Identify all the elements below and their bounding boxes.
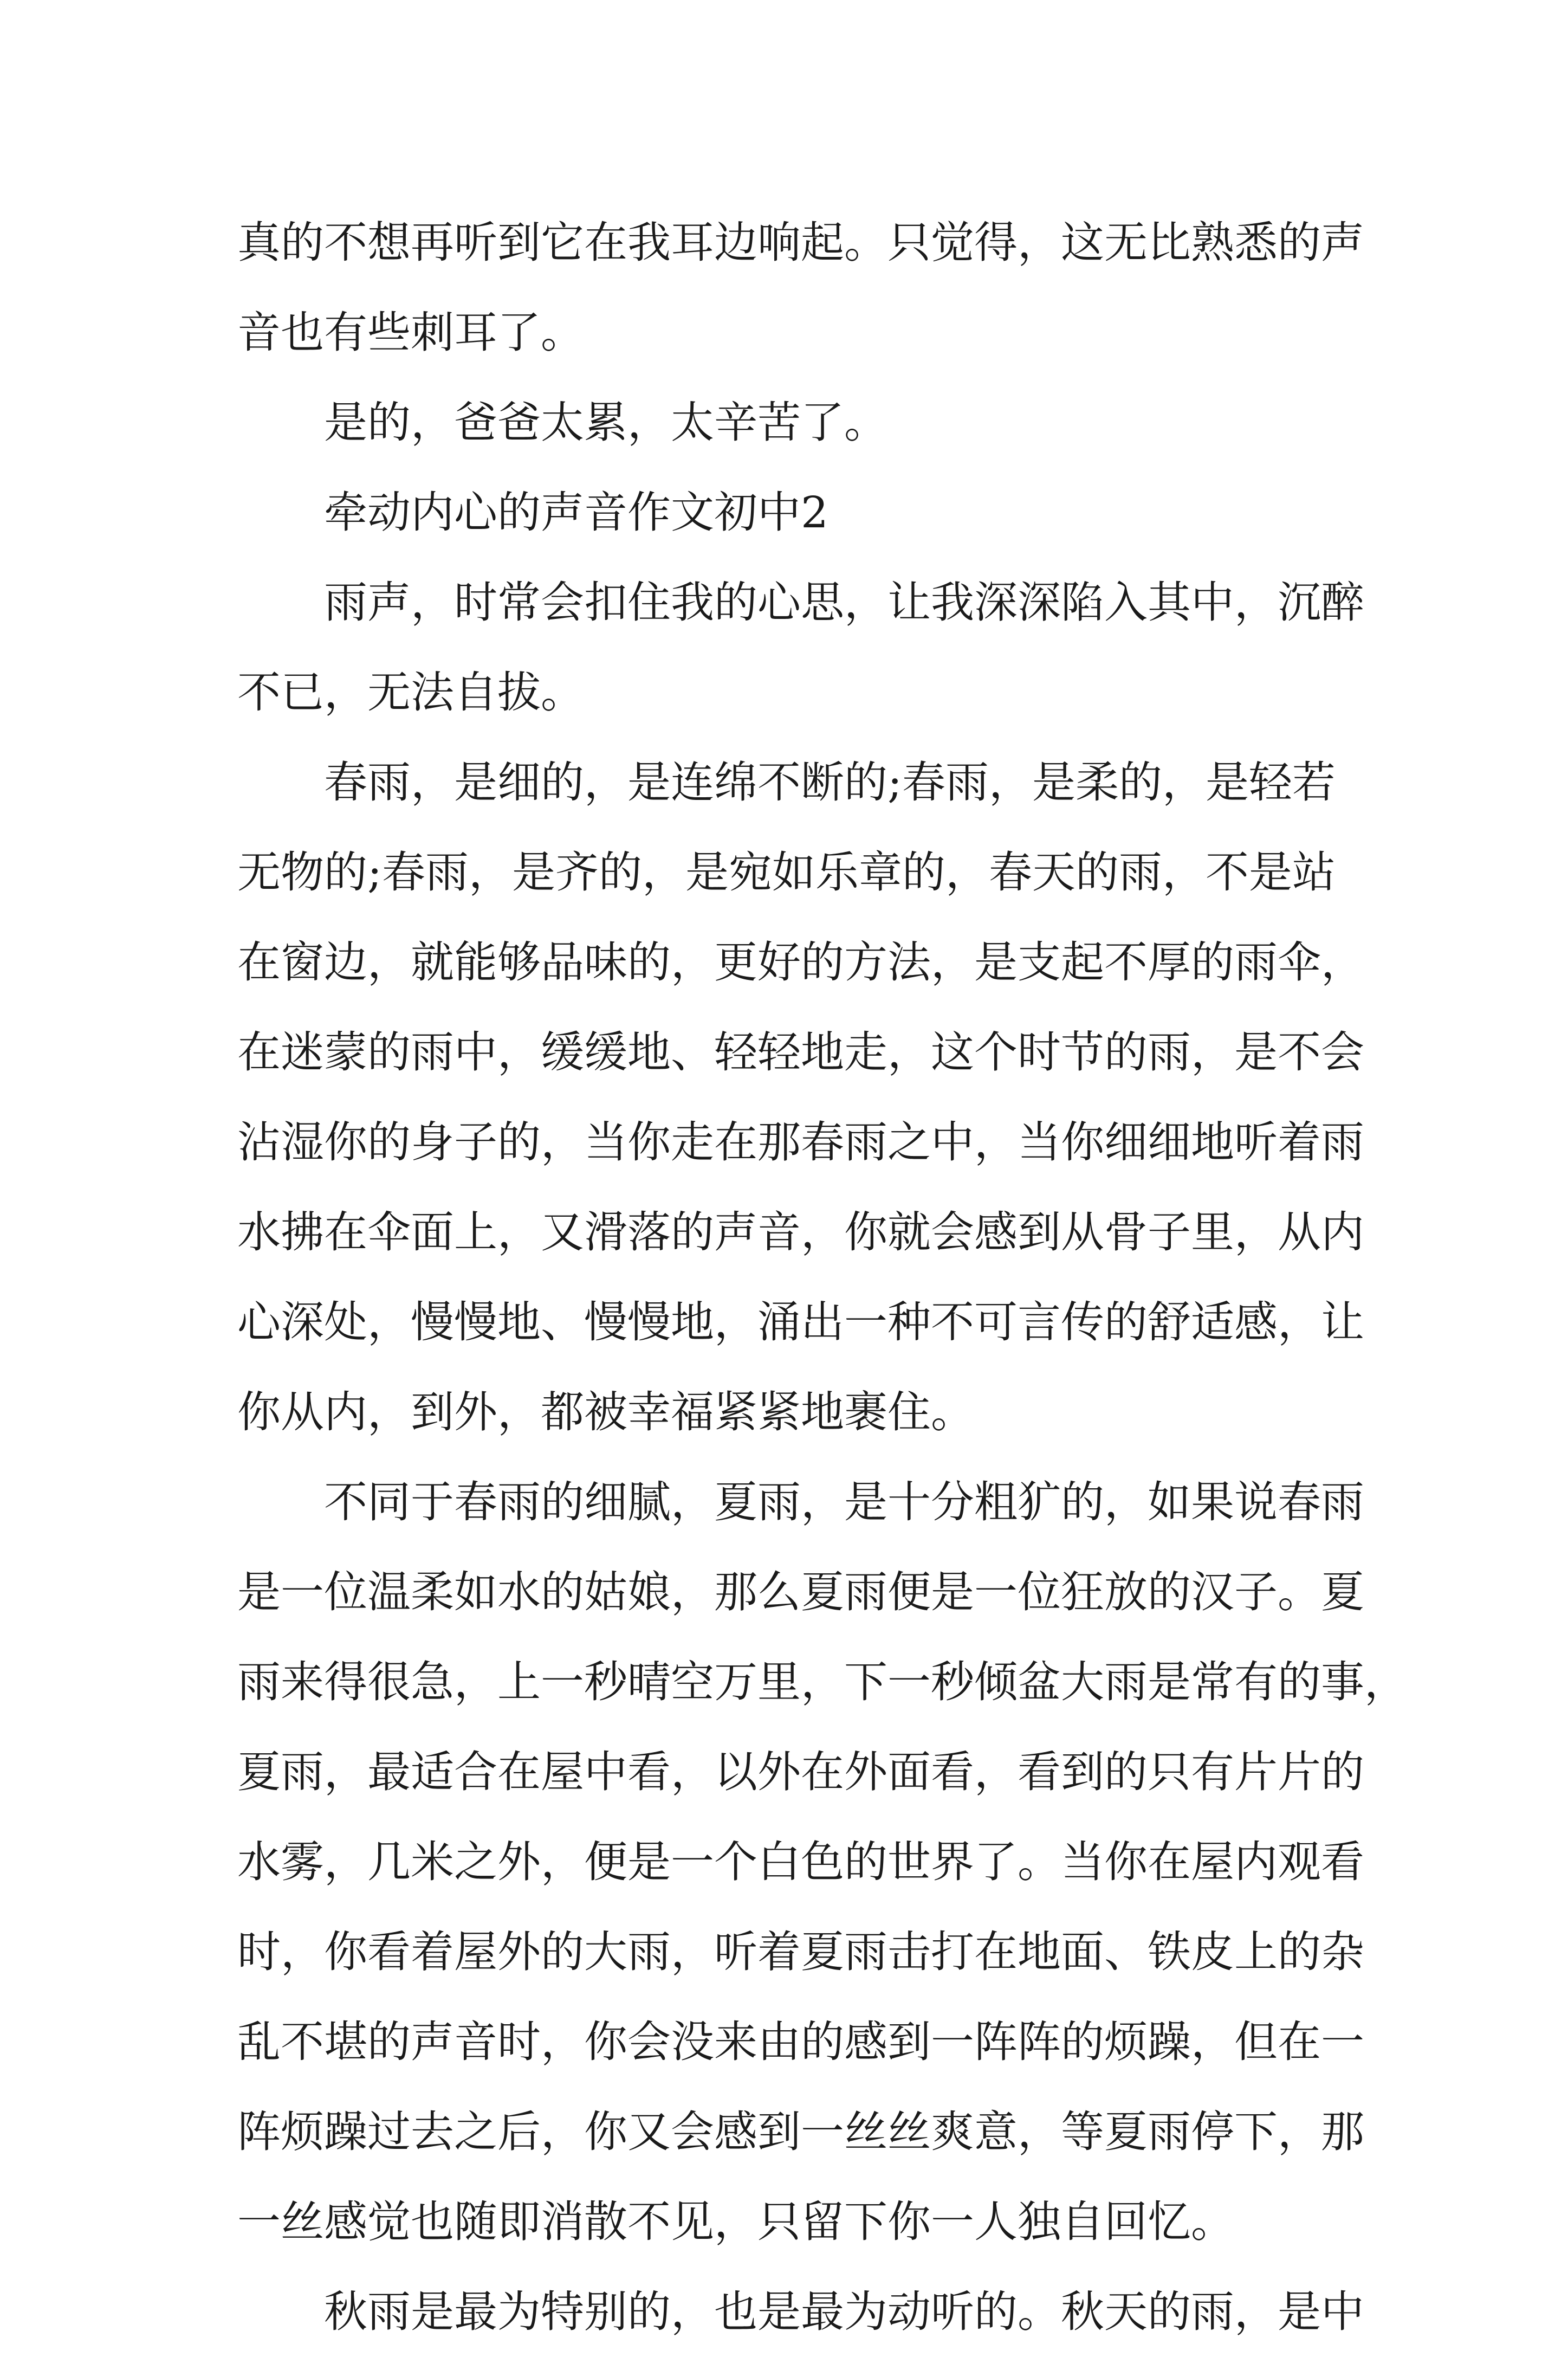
text-line: 在迷蒙的雨中，缓缓地、轻轻地走，这个时节的雨，是不会 bbox=[237, 1027, 1364, 1077]
text-line: 秋雨是最为特别的，也是最为动听的。秋天的雨，是中 bbox=[324, 2287, 1364, 2337]
text-line: 夏雨，最适合在屋中看，以外在外面看，看到的只有片片的 bbox=[237, 1747, 1364, 1797]
text-line: 雨来得很急，上一秒晴空万里，下一秒倾盆大雨是常有的事， bbox=[237, 1657, 1408, 1707]
text-line: 时，你看着屋外的大雨，听着夏雨击打在地面、铁皮上的杂 bbox=[237, 1927, 1364, 1977]
text-line: 牵动内心的声音作文初中2 bbox=[324, 487, 828, 538]
text-line: 不同于春雨的细腻，夏雨，是十分粗犷的，如果说春雨 bbox=[324, 1477, 1364, 1527]
text-line: 真的不想再听到它在我耳边响起。只觉得，这无比熟悉的声 bbox=[237, 217, 1364, 268]
text-line: 阵烦躁过去之后，你又会感到一丝丝爽意，等夏雨停下，那 bbox=[237, 2107, 1364, 2157]
text-line: 不已，无法自拔。 bbox=[237, 667, 584, 718]
text-line: 雨声，时常会扣住我的心思，让我深深陷入其中，沉醉 bbox=[324, 577, 1364, 628]
text-line: 乱不堪的声音时，你会没来由的感到一阵阵的烦躁，但在一 bbox=[237, 2017, 1364, 2067]
text-line: 你从内，到外，都被幸福紧紧地裹住。 bbox=[237, 1387, 974, 1437]
text-line: 音也有些刺耳了。 bbox=[237, 307, 584, 358]
text-line: 春雨，是细的，是连绵不断的;春雨，是柔的，是轻若 bbox=[324, 757, 1336, 808]
text-line: 沾湿你的身子的，当你走在那春雨之中，当你细细地听着雨 bbox=[237, 1117, 1364, 1167]
text-line: 在窗边，就能够品味的，更好的方法，是支起不厚的雨伞， bbox=[237, 937, 1364, 987]
text-line: 是的，爸爸太累，太辛苦了。 bbox=[324, 397, 887, 448]
document-body bbox=[237, 198, 1408, 2357]
text-line: 是一位温柔如水的姑娘，那么夏雨便是一位狂放的汉子。夏 bbox=[237, 1567, 1364, 1617]
text-line: 水雾，几米之外，便是一个白色的世界了。当你在屋内观看 bbox=[237, 1837, 1364, 1887]
text-line: 水拂在伞面上，又滑落的声音，你就会感到从骨子里，从内 bbox=[237, 1207, 1364, 1257]
text-line: 无物的;春雨，是齐的，是宛如乐章的，春天的雨，不是站 bbox=[237, 847, 1336, 897]
text-line: 一丝感觉也随即消散不见，只留下你一人独自回忆。 bbox=[237, 2197, 1234, 2247]
text-line: 心深处，慢慢地、慢慢地，涌出一种不可言传的舒适感，让 bbox=[237, 1297, 1364, 1347]
